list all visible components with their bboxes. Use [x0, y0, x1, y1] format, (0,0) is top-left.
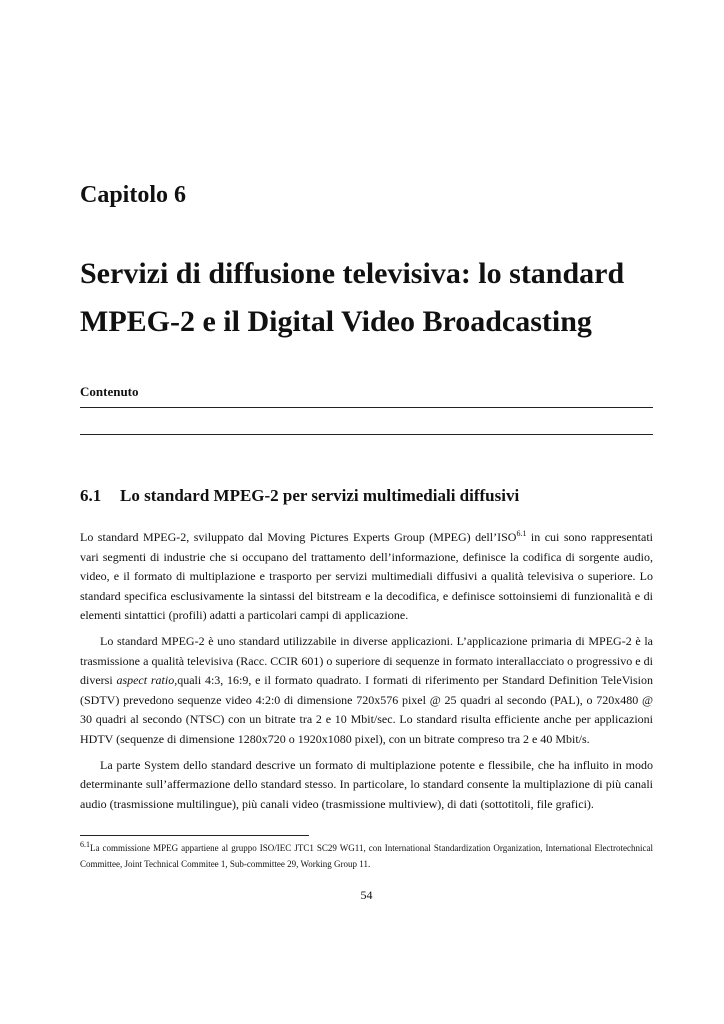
toc-top-rule [80, 407, 653, 408]
section-number: 6.1 [80, 486, 102, 505]
section-title: Lo standard MPEG-2 per servizi multimediali diffusivi [120, 486, 520, 505]
footnote-rule [80, 835, 309, 836]
footnote [80, 840, 653, 872]
chapter-title: Servizi di diffusione televisiva: lo standard MPEG-2 e il Digital Video Broadcasting [80, 257, 625, 338]
paragraph-1 [80, 528, 653, 626]
footnote-marker: 6.1 [80, 840, 90, 849]
paragraph-3: La parte System dello standard descrive un formato di multiplazione potente e flessibile, che ha influito in modo determinante sull’affermazione dello standard stesso. In particolare, lo standard consente la multiplazione di più canali audio (trasmissione multilingue), più canali video (trasmissione multiview), di dati (sottotitoli, file grafici). [80, 757, 653, 811]
body-text [80, 528, 653, 814]
paragraph-2-text-b: quali 4:3, 16:9, e il formato quadrato. I formati di riferimento per Standard Definition TeleVision (SDTV) prevedono sequenze video 4:2:0 di dimensione 720x576 pixel @ 25 quadri al secondo (PAL), o 720x480 @ 30 quadri al secondo (NTSC) con un bitrate tra 2 e 10 Mbit/sec. Lo standard risulta efficiente anche per applicazioni HDTV (sequenze di dimensione 1280x720 o 1920x1080 pixel), con un bitrate compreso tra 2 e 40 Mbit/s. [80, 673, 653, 746]
section-heading [80, 486, 519, 506]
paragraph-1-text-b: in cui sono rappresentati vari segmenti di industrie che si occupano del trattamento dell’informazione, definisce la codifica di sorgente audio, video, e il formato di multiplazione e trasporto per servizi multimediali diffusivi a qualità televisiva o superiore. Lo standard specifica esclusivamente la sintassi del bitstream e la decodifica, e definisce sottoinsiemi di funzionalità e di elementi sintattici (profili) adatti a particolari campi di applicazione. [80, 530, 653, 623]
footnote-ref[interactable]: 6.1 [516, 529, 527, 538]
toc-heading: Contenuto [80, 384, 139, 399]
footnote-text: La commissione MPEG appartiene al gruppo ISO/IEC JTC1 SC29 WG11, con International Standardization Organization, International Electrotechnical Committee, Joint Technical Commitee 1, Sub-committee 29, Working Group 11. [80, 843, 653, 869]
document-page [80, 0, 653, 1024]
paragraph-2 [80, 632, 653, 750]
page-number: 54 [360, 888, 373, 902]
paragraph-1-text-a: Lo standard MPEG-2, sviluppato dal Moving Pictures Experts Group (MPEG) dell’ISO [80, 530, 517, 544]
toc-bottom-rule [80, 434, 653, 435]
chapter-label: Capitolo 6 [80, 182, 187, 208]
paragraph-2-emphasis: aspect ratio, [116, 673, 178, 688]
paragraph-2-text-a: Lo standard MPEG-2 è uno standard utilizzabile in diverse applicazioni. L’applicazione primaria di MPEG-2 è la trasmissione a qualità televisiva (Racc. CCIR 601) o superiore di sequenze in formato interallacciato o progressivo e di diversi [80, 633, 653, 688]
